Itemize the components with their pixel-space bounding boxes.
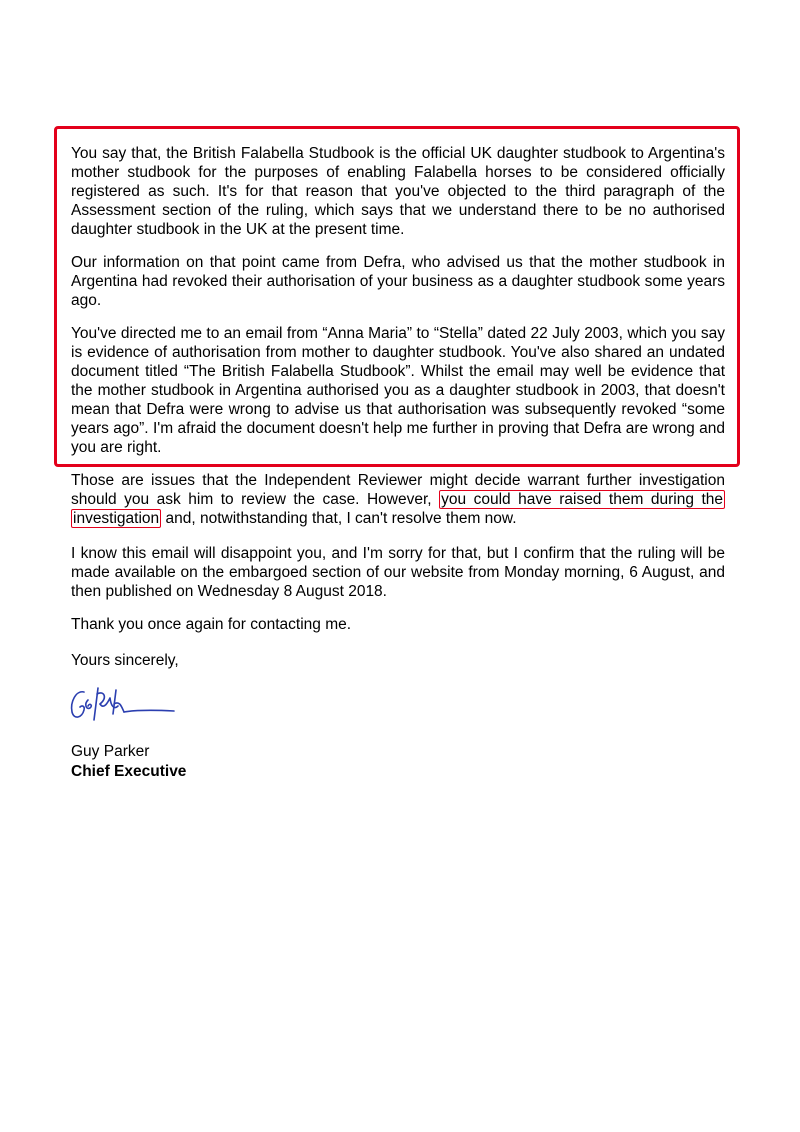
paragraph-thanks: Thank you once again for contacting me.	[71, 616, 352, 633]
boxed-phrase-1: you could have raised them during the	[441, 491, 723, 508]
para4-part1: Those are issues that the Independent Reviewer might decide warrant further investigation should you ask him to review the case. However,	[71, 472, 725, 508]
closing-line: Yours sincerely,	[71, 652, 179, 669]
paragraph-independent-reviewer	[71, 471, 725, 528]
para4-part2: and, notwithstanding that, I can't resolve them now.	[165, 510, 517, 527]
paragraph-studbook-claim: You say that, the British Falabella Studbook is the official UK daughter studbook to Argentina's mother studbook for the purposes of enabling Falabella horses to be considered officially registered as such. It's for that reason that you've objected to the third paragraph of the Assessment section of the ruling, which says that we understand there to be no authorised daughter studbook in the UK at the present time.	[71, 145, 725, 238]
paragraph-ruling-publication: I know this email will disappoint you, and I'm sorry for that, but I confirm that the ruling will be made available on the embargoed section of our website from Monday morning, 6 August, and then published on Wednesday 8 August 2018.	[71, 545, 725, 600]
paragraph-defra-info: Our information on that point came from Defra, who advised us that the mother studbook in Argentina had revoked their authorisation of your business as a daughter studbook some years ago.	[71, 254, 725, 309]
signer-title: Chief Executive	[71, 763, 187, 780]
boxed-phrase-2: investigation	[73, 510, 160, 527]
paragraph-email-evidence: You've directed me to an email from “Anna Maria” to “Stella” dated 22 July 2003, which you say is evidence of authorisation from mother to daughter studbook. You've also shared an undated document titled “The British Falabella Studbook”. Whilst the email may well be evidence that the mother studbook in Argentina authorised you as a daughter studbook in 2003, that doesn't mean that Defra were wrong to advise us that authorisation was subsequently revoked “some years ago”. I'm afraid the document doesn't help me further in proving that Defra are wrong and you are right.	[71, 325, 725, 456]
signature-icon	[66, 680, 186, 730]
signer-name: Guy Parker	[71, 743, 150, 760]
handwritten-signature	[66, 680, 186, 730]
